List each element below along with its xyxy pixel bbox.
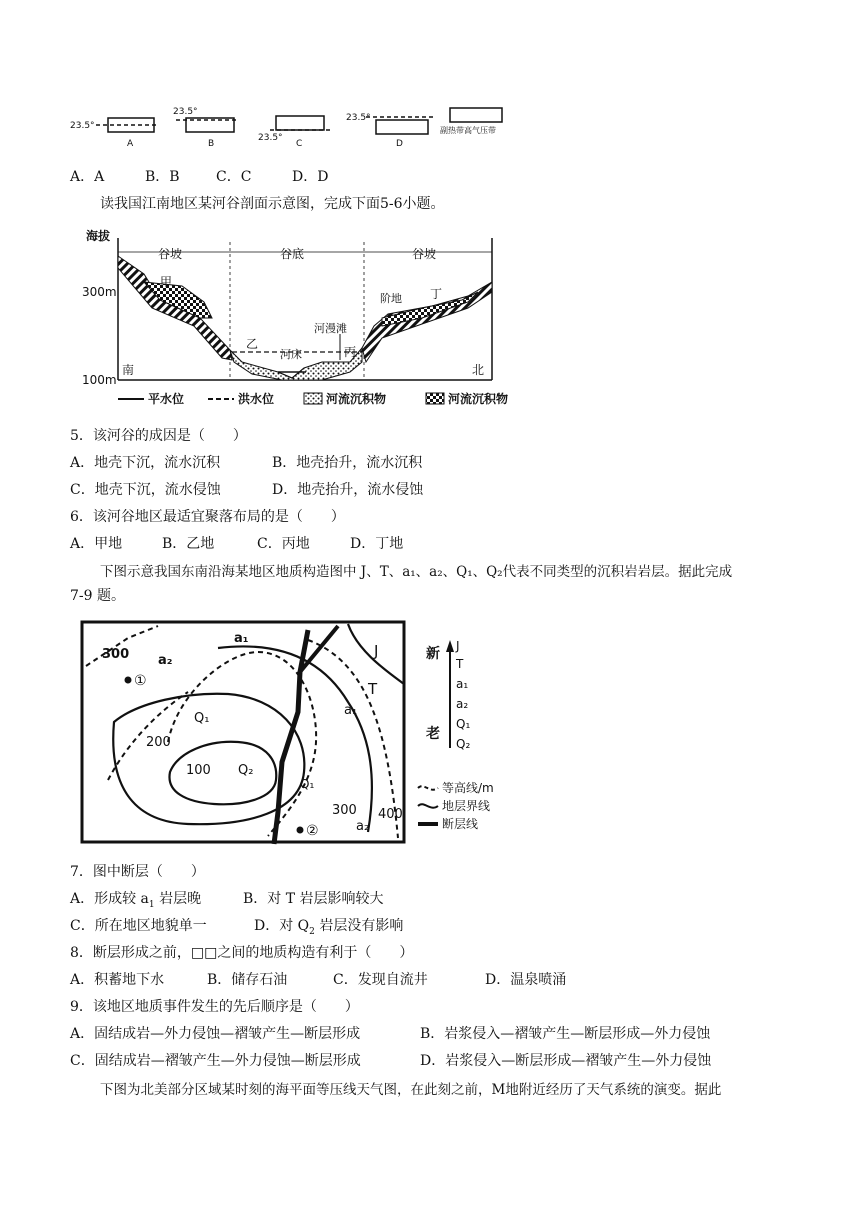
q6-option-a: A．甲地 bbox=[70, 536, 123, 552]
stratum-a2-left: a₂ bbox=[158, 653, 173, 668]
label-riverbed: 河床 bbox=[280, 348, 302, 361]
diagram-d-label: D bbox=[396, 139, 403, 149]
stratum-q2: Q₂ bbox=[238, 763, 254, 778]
label-yi: 乙 bbox=[246, 337, 259, 351]
q4-option-b: B．B bbox=[145, 169, 180, 185]
strata-t: T bbox=[456, 657, 464, 671]
diagram-b-lat: 23.5° bbox=[173, 107, 198, 117]
label-bing: 丙 bbox=[344, 345, 357, 359]
q9-option-b: B．岩浆侵入—褶皱产生—断层形成—外力侵蚀 bbox=[420, 1026, 711, 1042]
label-jia: 甲 bbox=[160, 275, 173, 289]
q5-option-b: B．地壳抬升，流水沉积 bbox=[272, 455, 423, 471]
stratum-j: J bbox=[374, 642, 379, 660]
strata-j: J bbox=[456, 639, 460, 653]
label-north: 北 bbox=[472, 363, 485, 377]
strata-q2: Q₂ bbox=[456, 737, 471, 751]
q5-option-c: C．地壳下沉，流水侵蚀 bbox=[70, 482, 221, 498]
q8-stem: 8．断层形成之前，□□之间的地质构造有利于（ ） bbox=[70, 945, 414, 961]
label-terrace: 阶地 bbox=[380, 292, 402, 305]
valley-bottom-label: 谷底 bbox=[280, 247, 305, 261]
q6-stem: 6．该河谷地区最适宜聚落布局的是（ ） bbox=[70, 509, 345, 525]
q4-option-a: A．A bbox=[70, 169, 105, 185]
stratum-q1-left: Q₁ bbox=[194, 711, 210, 726]
q9-option-a: A．固结成岩—外力侵蚀—褶皱产生—断层形成 bbox=[70, 1026, 361, 1042]
label-ding: 丁 bbox=[430, 287, 443, 301]
legend-boundary: 地层界线 bbox=[442, 799, 491, 813]
q7-stem: 7．图中断层（ ） bbox=[70, 864, 205, 880]
diagram-d-lat: 23.5° bbox=[346, 113, 371, 123]
legend-normal-level: 平水位 bbox=[148, 392, 185, 406]
q4-option-d: D．D bbox=[292, 169, 329, 185]
intro-7-9-line1: 下图示意我国东南沿海某地区地质构造图中 J、T、a₁、a₂、Q₁、Q₂代表不同类型的沉积岩岩层。据此完成 bbox=[100, 564, 733, 580]
diagram-a-lat: 23.5° bbox=[70, 121, 95, 131]
label-south: 南 bbox=[122, 363, 135, 377]
q5-option-d: D．地壳抬升，流水侵蚀 bbox=[272, 482, 424, 498]
q6-option-b: B．乙地 bbox=[162, 536, 215, 552]
valley-cross-section bbox=[82, 222, 532, 414]
legend-sediment-1: 河流沉积物 bbox=[326, 392, 387, 406]
strata-a1: a₁ bbox=[456, 677, 469, 691]
stratum-q1-right: Q₁ bbox=[300, 777, 315, 791]
q8-option-d: D．温泉喷涌 bbox=[485, 972, 567, 988]
q8-option-a: A．积蓄地下水 bbox=[70, 972, 165, 988]
contour-200: 200 bbox=[146, 735, 171, 750]
diagram-c-lat: 23.5° bbox=[258, 133, 283, 143]
stratum-a2-bottom: a₂ bbox=[356, 819, 370, 834]
legend-fault: 断层线 bbox=[442, 817, 479, 831]
tick-100m: 100m bbox=[82, 373, 117, 387]
q5-stem: 5．该河谷的成因是（ ） bbox=[70, 428, 247, 444]
legend-contour: 等高线/m bbox=[442, 781, 494, 795]
stratum-a1-right: a₁ bbox=[344, 703, 358, 718]
slope-right-label: 谷坡 bbox=[412, 247, 437, 261]
altitude-label: 海拔 bbox=[86, 229, 111, 243]
strata-q1: Q₁ bbox=[456, 717, 471, 731]
q6-option-c: C．丙地 bbox=[257, 536, 310, 552]
q8-option-b: B．储存石油 bbox=[207, 972, 288, 988]
diagram-a-label: A bbox=[127, 139, 134, 149]
tick-300m: 300m bbox=[82, 285, 117, 299]
contour-300-bottom: 300 bbox=[332, 803, 357, 818]
pressure-belt-diagrams bbox=[70, 100, 520, 150]
q6-option-d: D．丁地 bbox=[350, 536, 404, 552]
contour-400: 400 bbox=[378, 807, 403, 822]
intro-5-6: 读我国江南地区某河谷剖面示意图，完成下面5-6小题。 bbox=[100, 196, 445, 212]
q8-option-c: C．发现自流井 bbox=[333, 972, 428, 988]
legend-high-pressure: 副热带高气压带 bbox=[440, 126, 496, 135]
q7-option-c: C．所在地区地貌单一 bbox=[70, 918, 207, 934]
q5-option-a: A．地壳下沉，流水沉积 bbox=[70, 455, 221, 471]
slope-left-label: 谷坡 bbox=[158, 247, 183, 261]
q4-option-c: C．C bbox=[216, 169, 252, 185]
strata-a2: a₂ bbox=[456, 697, 469, 711]
age-new: 新 bbox=[426, 646, 440, 662]
legend-flood-level: 洪水位 bbox=[238, 392, 275, 406]
geological-map bbox=[68, 612, 508, 848]
diagram-c-label: C bbox=[296, 139, 303, 149]
q9-stem: 9．该地区地质事件发生的先后顺序是（ ） bbox=[70, 999, 359, 1015]
diagram-b-label: B bbox=[208, 139, 215, 149]
q7-option-b: B．对 T 岩层影响较大 bbox=[243, 891, 384, 907]
q7-option-d: D．对 $Q_2$ 岩层没有影响 bbox=[254, 918, 404, 937]
legend-sediment-2: 河流沉积物 bbox=[448, 392, 509, 406]
q9-option-d: D．岩浆侵入—断层形成—褶皱产生—外力侵蚀 bbox=[420, 1053, 712, 1069]
stratum-a1-top: a₁ bbox=[234, 631, 249, 646]
contour-100: 100 bbox=[186, 763, 211, 778]
point-1: ① bbox=[134, 673, 147, 689]
stratum-t: T bbox=[368, 680, 378, 698]
label-floodplain: 河漫滩 bbox=[314, 322, 347, 335]
point-2: ② bbox=[306, 823, 319, 839]
q7-option-a: A．形成较 $a_1$ 岩层晚 bbox=[70, 891, 202, 910]
contour-300-top: 300 bbox=[102, 647, 130, 662]
age-old: 老 bbox=[426, 726, 440, 742]
intro-7-9-line2: 7-9 题。 bbox=[70, 588, 125, 604]
intro-next: 下图为北美部分区域某时刻的海平面等压线天气图，在此刻之前，M地附近经历了天气系统的演变。据此 bbox=[100, 1082, 722, 1098]
q9-option-c: C．固结成岩—褶皱产生—外力侵蚀—断层形成 bbox=[70, 1053, 361, 1069]
